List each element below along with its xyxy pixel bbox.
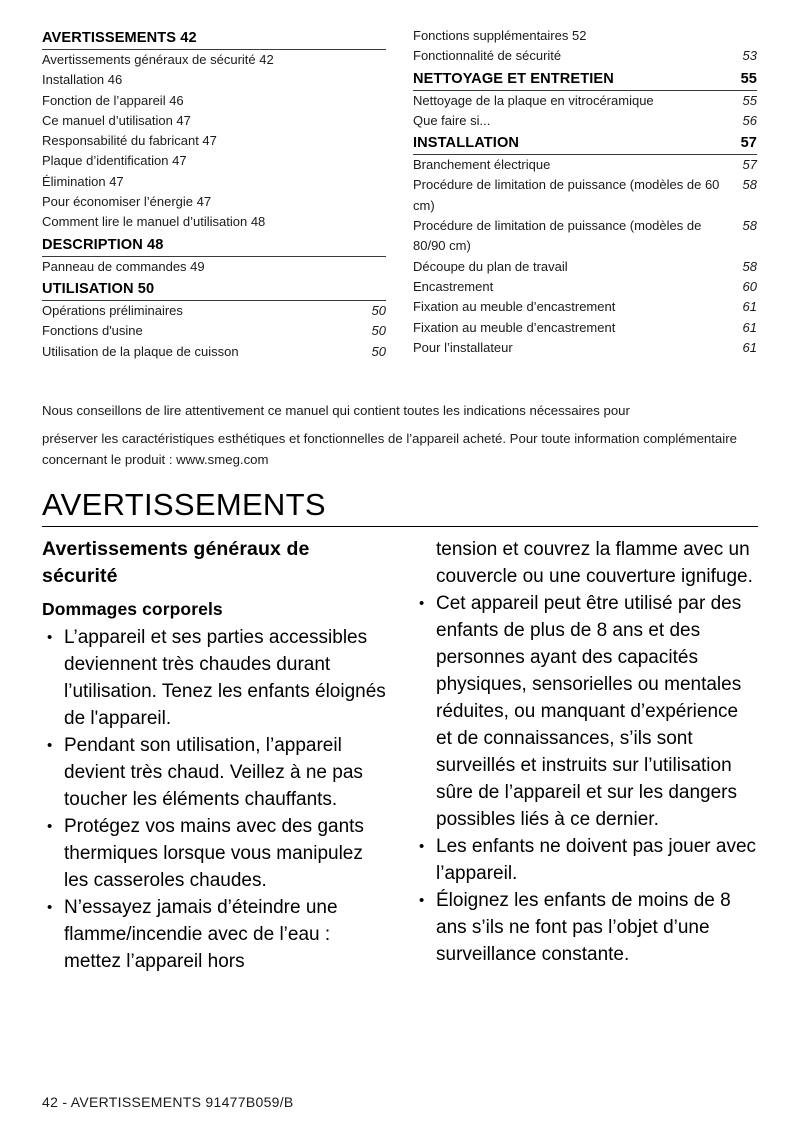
toc-entry-title: Installation 46 [42, 72, 123, 88]
toc-entry-title: Utilisation de la plaque de cuisson [42, 343, 239, 359]
left-warning-list [42, 624, 386, 975]
toc-entry[interactable] [42, 342, 386, 362]
toc-entry-title: Élimination 47 [42, 173, 124, 189]
toc-entry[interactable] [413, 175, 757, 216]
intro-line-2: préserver les caractéristiques esthétiques et fonctionnelles de l’appareil acheté. Pour toute information complémentaire concernant le produit : www.smeg.com [42, 431, 737, 467]
toc-entry-title: Opérations préliminaires [42, 302, 183, 318]
section-heading-general-safety: Avertissements généraux de sécurité [42, 538, 310, 587]
toc-section-heading[interactable] [413, 131, 757, 155]
warning-bullet: • N’essayez jamais d’éteindre une flamme/incendie avec de l’eau : mettez l’appareil hors [42, 894, 386, 975]
right-warning-list [414, 590, 758, 968]
toc-entry-title: Avertissements généraux de sécurité 42 [42, 52, 274, 67]
toc-entry[interactable] [42, 91, 386, 111]
toc-entry[interactable] [42, 111, 386, 131]
toc-entry-title: Procédure de limitation de puissance (modèles de 60 cm) [413, 177, 720, 213]
toc-entry[interactable] [42, 257, 386, 277]
toc-entry-page: 58 [742, 218, 757, 234]
warning-bullet: • Cet appareil peut être utilisé par des enfants de plus de 8 ans et des personnes ayant des capacités physiques, sensorielles ou mentales réduites, ou manquant d’expérience et de connaissances, s’ils sont surveillés et instruits sur l’utilisation sûre de l’appareil et sur les dangers possibles liés à ce dernier. [414, 590, 758, 833]
toc-entry-page: 61 [742, 319, 757, 335]
toc-entry-title: Branchement électrique [413, 157, 551, 173]
toc-entry-title: Que faire si... [413, 112, 491, 128]
toc-entry[interactable] [413, 257, 757, 277]
toc-section-page: 55 [740, 70, 757, 87]
toc-section-title: DESCRIPTION 48 [42, 236, 164, 253]
toc-entry[interactable] [42, 50, 386, 70]
toc-entry-title: Ce manuel d’utilisation 47 [42, 112, 191, 128]
toc-entry[interactable] [42, 212, 386, 232]
body-columns [42, 536, 758, 975]
toc-entry-title: Fonctions supplémentaires 52 [413, 28, 587, 43]
toc-right-column [413, 26, 757, 362]
toc-entry-title: Pour économiser l’énergie 47 [42, 194, 212, 210]
toc-entry-page: 58 [742, 177, 757, 193]
toc-entry-page: 50 [371, 323, 386, 339]
intro-paragraph [42, 400, 758, 470]
toc-entry-title: Plaque d’identification 47 [42, 153, 187, 169]
toc-section-title: NETTOYAGE ET ENTRETIEN [413, 70, 614, 87]
toc-section-title: AVERTISSEMENTS 42 [42, 30, 197, 46]
toc-entry-title: Encastrement [413, 278, 494, 294]
toc-entry-title: Responsabilité du fabricant 47 [42, 133, 217, 149]
toc-entry-title: Pour l’installateur [413, 339, 513, 355]
toc-entry-title: Comment lire le manuel d’utilisation 48 [42, 214, 266, 230]
toc-section-heading[interactable] [42, 26, 386, 50]
toc-entry-title: Fonctionnalité de sécurité [413, 48, 562, 64]
toc-entry[interactable] [42, 192, 386, 212]
toc-entry[interactable] [413, 26, 757, 46]
toc-entry[interactable] [42, 301, 386, 321]
warning-bullet: • Les enfants ne doivent pas jouer avec l’appareil. [414, 833, 758, 887]
toc-entry-page: 57 [742, 157, 757, 173]
toc-entry-page: 56 [742, 112, 757, 128]
toc-entry-title: Procédure de limitation de puissance (modèles de 80/90 cm) [413, 218, 702, 254]
toc-entry-title: Découpe du plan de travail [413, 258, 568, 274]
toc-section-page: 57 [740, 135, 757, 152]
toc-entry-page: 55 [742, 92, 757, 108]
page-title: AVERTISSEMENTS [42, 487, 758, 527]
toc-entry[interactable] [42, 151, 386, 171]
continuation-paragraph: tension et couvrez la flamme avec un couvercle ou une couverture ignifuge. [436, 539, 753, 587]
toc-entry-page: 61 [742, 299, 757, 315]
toc-entry-title: Fixation au meuble d’encastrement [413, 299, 616, 315]
toc-section-heading[interactable] [413, 67, 757, 91]
toc-left-column [42, 26, 386, 362]
toc-entry-page: 60 [742, 278, 757, 294]
toc-entry-page: 58 [742, 258, 757, 274]
toc-section-title: INSTALLATION [413, 135, 520, 152]
subsection-heading-personal-injury: Dommages corporels [42, 599, 223, 619]
toc-entry[interactable] [42, 131, 386, 151]
toc-entry[interactable] [413, 318, 757, 338]
toc-section-heading[interactable] [42, 233, 386, 257]
toc-entry[interactable] [413, 216, 757, 257]
toc-section-title: UTILISATION 50 [42, 280, 155, 297]
warning-bullet: • L’appareil et ses parties accessibles deviennent très chaudes durant l’utilisation. Tenez les enfants éloignés de l'appareil. [42, 624, 386, 732]
toc-entry[interactable] [413, 277, 757, 297]
body-left-column [42, 536, 386, 975]
toc-entry[interactable] [42, 321, 386, 341]
toc-entry-page: 50 [371, 302, 386, 318]
toc-section-heading[interactable] [42, 277, 386, 301]
warning-bullet: • Éloignez les enfants de moins de 8 ans s’ils ne font pas l’objet d’une surveillance constante. [414, 887, 758, 968]
toc-entry-title: Fonction de l’appareil 46 [42, 92, 184, 108]
toc-entry-page: 53 [742, 48, 757, 64]
toc-entry[interactable] [413, 46, 757, 66]
page-footer: 42 - AVERTISSEMENTS 91477B059/B [42, 1094, 294, 1110]
toc-entry-title: Fixation au meuble d’encastrement [413, 319, 616, 335]
warning-bullet: • Protégez vos mains avec des gants thermiques lorsque vous manipulez les casseroles chaudes. [42, 813, 386, 894]
toc-entry[interactable] [413, 91, 757, 111]
toc-entry[interactable] [42, 172, 386, 192]
toc-entry[interactable] [42, 70, 386, 90]
table-of-contents [42, 26, 758, 362]
toc-entry[interactable] [413, 155, 757, 175]
body-right-column [414, 536, 758, 975]
toc-entry[interactable] [413, 338, 757, 358]
toc-entry-title: Fonctions d'usine [42, 323, 143, 339]
warning-bullet: • Pendant son utilisation, l’appareil devient très chaud. Veillez à ne pas toucher les éléments chauffants. [42, 732, 386, 813]
toc-entry[interactable] [413, 297, 757, 317]
toc-entry-page: 50 [371, 343, 386, 359]
toc-entry-title: Nettoyage de la plaque en vitrocéramique [413, 92, 654, 108]
intro-line-1: Nous conseillons de lire attentivement ce manuel qui contient toutes les indications nécessaires pour [42, 403, 630, 418]
toc-entry[interactable] [413, 111, 757, 131]
toc-entry-page: 61 [742, 339, 757, 355]
toc-entry-title: Panneau de commandes 49 [42, 258, 205, 274]
